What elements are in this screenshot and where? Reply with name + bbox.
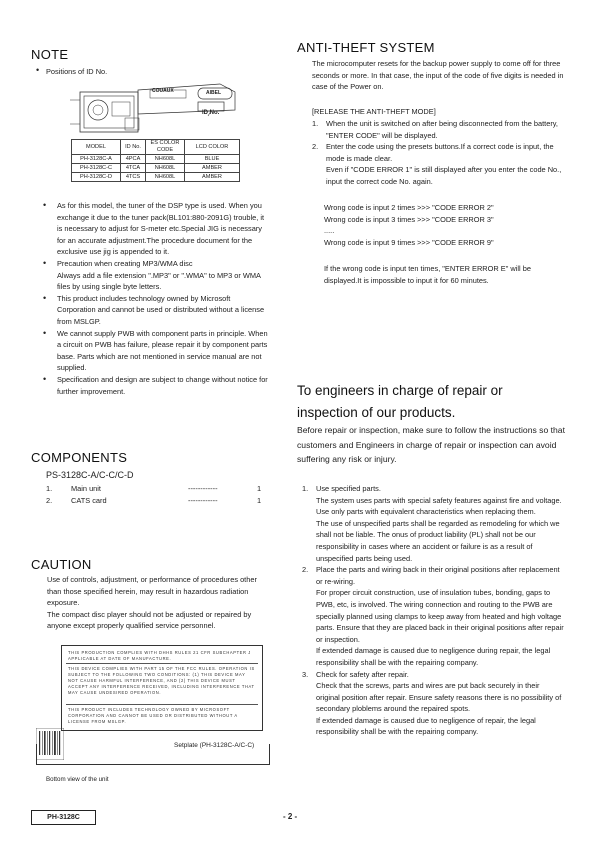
id-no-label: ID No. (202, 110, 220, 116)
table-header-cell: ID No. (121, 140, 146, 155)
table-cell: BLUE (185, 155, 240, 164)
label-line: THIS DEVICE COMPLIES WITH PART 15 OF THE FCC RULES. OPERATION IS SUBJECT TO THE FOLLOWING TWO CONDITIONS: (1) THIS DEVICE MAY NOT CAUSE HARMFUL INTERFERENCE, AND (2) THIS DEVICE MUST ACCEPT ANY INTERFERENCE RECEIVED, INCLUDING INTERFERENCE THAT MAY CAUSE UNDESIRED OPERATION. (68, 666, 255, 695)
list-item: • This product includes technology owned by Microsoft Corporation and cannot be used or distributed without a license from MSLGP. (43, 292, 265, 326)
engineers-title: To engineers in charge of repair or inspection of our products. (297, 383, 503, 420)
bullet: • (43, 257, 47, 268)
footer-model: PH-3128C (31, 810, 96, 825)
divider (66, 663, 258, 664)
list-item: 3. Check for safety after repair. Check that the screws, parts and wires are put back securely in their original position after repair. Ensure safety reasons there is no possibility of secondary ploblems around the repaired spots. If extended damage is caused due to negligence of repair, the legal responsibility shall be with the repairing company. (302, 669, 562, 737)
table-cell: NH608L (146, 173, 185, 182)
table-cell: PH-3128C-D (72, 173, 121, 182)
table-cell: NH608L (146, 155, 185, 164)
list-item: 2. CATS card ------------ 1 (46, 496, 262, 505)
components-model: PS-3128C-A/C-C/C-D (46, 470, 134, 480)
table-cell: AMBER (185, 173, 240, 182)
list-item: • Specification and design are subject to change without notice for further improvement. (43, 373, 268, 396)
list-item: 1. Use specified parts. The system uses parts with special safety features against fire and voltage. Use only parts with equivalent characteristics when replacing them. The use of unspecified parts shall be regarded as remodeling for which we shall not be liable. The onus of product liability (PL) shall not be our responsibility in cases where an accident or failure is as a result of unspecified parts being used. (302, 484, 562, 563)
engineers-list (302, 483, 564, 738)
device-pill-label: AIBEL (206, 90, 221, 96)
bottom-view-caption: Bottom view of the unit (46, 776, 109, 783)
table-header-cell: ES COLOR CODE (146, 140, 185, 155)
table-row (72, 164, 240, 173)
setplate-label (61, 645, 263, 731)
list-item: 2. Enter the code using the presets buttons.If a correct code is input, the mode is made clear. Even if "CODE ERROR 1" is still displayed after you enter the code No., input the correct code No. again. (312, 142, 562, 186)
table-header-cell: LCD COLOR (185, 140, 240, 155)
model-table (71, 139, 240, 182)
anti-theft-intro: The microcomputer resets for the backup power supply to come off for three seconds or more. In that case, the input of the code of five digits is needed in case of the Power on. (312, 59, 564, 92)
bullet: • (43, 327, 47, 338)
bullet: • (43, 373, 47, 384)
label-line: THIS PRODUCT INCLUDES TECHNOLOGY OWNED BY MICROSOFT CORPORATION AND CANNOT BE USED OR DISTRIBUTED WITHOUT A LICENSE FROM MSLGP. (68, 707, 238, 724)
table-cell: NH608L (146, 164, 185, 173)
components-title: COMPONENTS (31, 450, 128, 465)
divider (66, 704, 258, 705)
label-line: THIS PRODUCTION COMPLIES WITH DHHS RULES 21 CFR SUBCHAPTER J APPLICABLE AT DATE OF MANUFACTURE. (68, 650, 251, 661)
table-cell: 4TCA (121, 164, 146, 173)
table-header-cell: MODEL (72, 140, 121, 155)
page-number: - 2 - (283, 812, 298, 821)
anti-theft-title: ANTI-THEFT SYSTEM (297, 40, 435, 55)
setplate-caption: Setplate (PH-3128C-A/C-C) (174, 742, 255, 749)
list-item: • As for this model, the tuner of the DSP type is used. When you exchange it due to the tuner pack(BL101:880-2091G) trouble, it is necessary to adjust for S-meter etc.Special JIG is necessary for an accurate adjustment.The procedure document for the exclusive use jig is appended to it. (43, 200, 265, 257)
device-brand-label: COUAUX (152, 88, 174, 94)
table-header-row (72, 140, 240, 155)
table-cell: 4TCS (121, 173, 146, 182)
note-bullet-list (43, 200, 269, 397)
table-cell: PH-3128C-A (72, 155, 121, 164)
list-item: 1. Main unit ------------ 1 (46, 484, 262, 493)
caution-title: CAUTION (31, 557, 92, 572)
bullet: • (36, 65, 40, 75)
list-item: • We cannot supply PWB with component parts in principle. When a circuit on PWB has failure, please repair it by component parts base. Parts which are not mentioned in service manual are not supplied. (43, 327, 268, 373)
list-item: 1. When the unit is switched on after being disconnected from the battery, "ENTER CODE" will be displayed. (312, 119, 558, 140)
table-row (72, 155, 240, 164)
list-item: 2. Place the parts and wiring back in their original positions after replacement or re-wiring. For proper circuit construction, use of insulation tubes, bonding, gaps to PWB, etc, is involved. The wiring connection and routing to the PWB are specially planned using clamps to keep away from heated and high voltage parts. Ensure that they are placed back in their original positions after repair or inspection. If extended damage is caused due to negligence during repair, the legal responsibility shall be with the repairing company. (302, 565, 564, 667)
release-title: [RELEASE THE ANTI-THEFT MODE] (312, 107, 436, 116)
anti-theft-steps (312, 118, 564, 188)
bullet: • (43, 200, 47, 210)
table-cell: 4PCA (121, 155, 146, 164)
wrong-code-list: Wrong code is input 2 times >>> "CODE ERROR 2" Wrong code is input 3 times >>> "CODE ERROR 3" ..... Wrong code is input 9 times >>> "CODE ERROR 9" (324, 203, 494, 247)
id-position-illustration (70, 80, 270, 138)
anti-theft-final: If the wrong code is input ten times, "ENTER ERROR E" will be displayed.It is impossible to input it for 60 minutes. (324, 264, 531, 285)
position-caption: • Positions of ID No. (36, 65, 108, 76)
list-item: • Precaution when creating MP3/WMA disc Always add a file extension ".MP3" or ".WMA" to MP3 or WMA files by using single byte letters. (43, 257, 261, 292)
components-list (46, 483, 268, 507)
engineers-intro: Before repair or inspection, make sure to follow the instructions so that customers and Engineers in charge of repair or inspection can avoid suffering any risk or injury. (297, 425, 565, 464)
table-row (72, 173, 240, 182)
table-cell: PH-3128C-C (72, 164, 121, 173)
table-cell: AMBER (185, 164, 240, 173)
bullet: • (43, 292, 47, 303)
note-title: NOTE (31, 47, 69, 62)
caution-paragraph: Use of controls, adjustment, or performance of procedures other than those specified herein, may result in hazardous radiation exposure. The compact disc player should not be adjusted or repaired by anyone except properly qualified service personnel. (47, 575, 257, 631)
